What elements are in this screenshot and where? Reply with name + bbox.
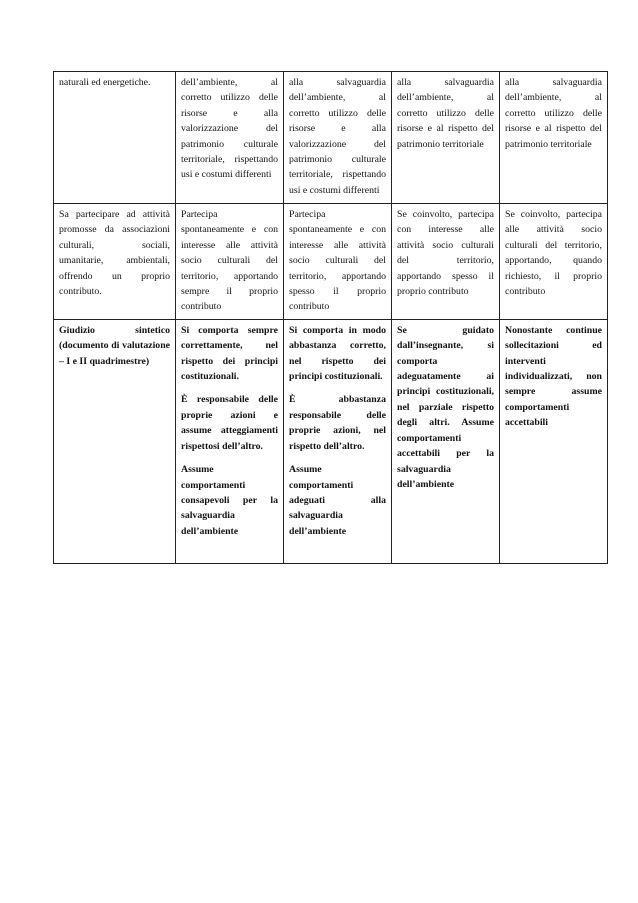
table-cell bbox=[392, 72, 500, 204]
table-row bbox=[54, 72, 608, 204]
table-row bbox=[54, 204, 608, 320]
table-cell bbox=[392, 319, 500, 563]
cell-text: Partecipa spontaneamente e con interesse alle attività socio culturali del territorio, apportando spesso il proprio contributo bbox=[289, 209, 386, 313]
cell-paragraph: Assume comportamenti adeguati alla salvaguardia dell’ambiente bbox=[289, 464, 386, 537]
cell-paragraph: Si comporta in modo abbastanza corretto, nel rispetto dei principi costituzionali. bbox=[289, 324, 386, 383]
cell-text: Se coinvolto, partecipa alle attività socio culturali del territorio, apportando, quando richiesto, il proprio contributo bbox=[505, 209, 602, 298]
cell-text: Partecipa spontaneamente e con interesse alle attività socio culturali del territorio, apportando sempre il proprio contributo bbox=[181, 209, 278, 313]
table-row bbox=[54, 319, 608, 563]
cell-text: Sa partecipare ad attività promosse da associazioni culturali, sociali, umanitarie, ambientali, offrendo un proprio contributo. bbox=[59, 209, 170, 298]
cell-text: naturali ed energetiche. bbox=[59, 77, 151, 88]
cell-paragraph: Se guidato dall’insegnante, si comporta adeguatamente ai principi costituzionali, nel parziale rispetto degli altri. Assume comportamenti accettabili per la salvaguardia dell’ambiente bbox=[397, 324, 494, 490]
table-cell bbox=[176, 204, 284, 320]
cell-text: alla salvaguardia dell’ambiente, al corretto utilizzo delle risorse e al rispetto del patrimonio territoriale bbox=[397, 77, 494, 150]
document-page bbox=[53, 71, 608, 564]
table-cell bbox=[54, 319, 176, 563]
cell-text: alla salvaguardia dell’ambiente, al corretto utilizzo delle risorse e alla valorizzazione del patrimonio culturale territoriale, rispettando usi e costumi differenti bbox=[289, 77, 386, 196]
table-cell bbox=[500, 204, 608, 320]
cell-text: alla salvaguardia dell’ambiente, al corretto utilizzo delle risorse e al rispetto del patrimonio territoriale bbox=[505, 77, 602, 150]
cell-text: dell’ambiente, al corretto utilizzo delle risorse e alla valorizzazione del patrimonio culturale territoriale, rispettando usi e costumi differenti bbox=[181, 77, 278, 181]
cell-paragraph: È responsabile delle proprie azioni e assume atteggiamenti rispettosi dell’altro. bbox=[181, 394, 278, 452]
cell-paragraph: Assume comportamenti consapevoli per la salvaguardia dell’ambiente bbox=[181, 464, 278, 537]
table-cell bbox=[54, 72, 176, 204]
table-cell bbox=[392, 204, 500, 320]
cell-paragraph: Nonostante continue sollecitazioni ed interventi individualizzati, non sempre assume comportamenti accettabili bbox=[505, 324, 602, 429]
table-cell bbox=[500, 72, 608, 204]
table-cell bbox=[500, 319, 608, 563]
table-cell bbox=[54, 204, 176, 320]
table-cell bbox=[284, 319, 392, 563]
table-cell bbox=[284, 204, 392, 320]
table-cell bbox=[176, 319, 284, 563]
cell-paragraph: È abbastanza responsabile delle proprie azioni, nel rispetto dell’altro. bbox=[289, 394, 386, 452]
cell-paragraph: Si comporta sempre correttamente, nel rispetto dei principi costituzionali. bbox=[181, 324, 278, 383]
table-cell bbox=[284, 72, 392, 204]
table-cell bbox=[176, 72, 284, 204]
judgment-label: Giudizio sintetico (documento di valutazione – I e II quadrimestre) bbox=[59, 324, 170, 367]
evaluation-table bbox=[53, 71, 608, 564]
cell-text: Se coinvolto, partecipa con interesse alle attività socio culturali del territorio, apportando spesso il proprio contributo bbox=[397, 209, 494, 298]
